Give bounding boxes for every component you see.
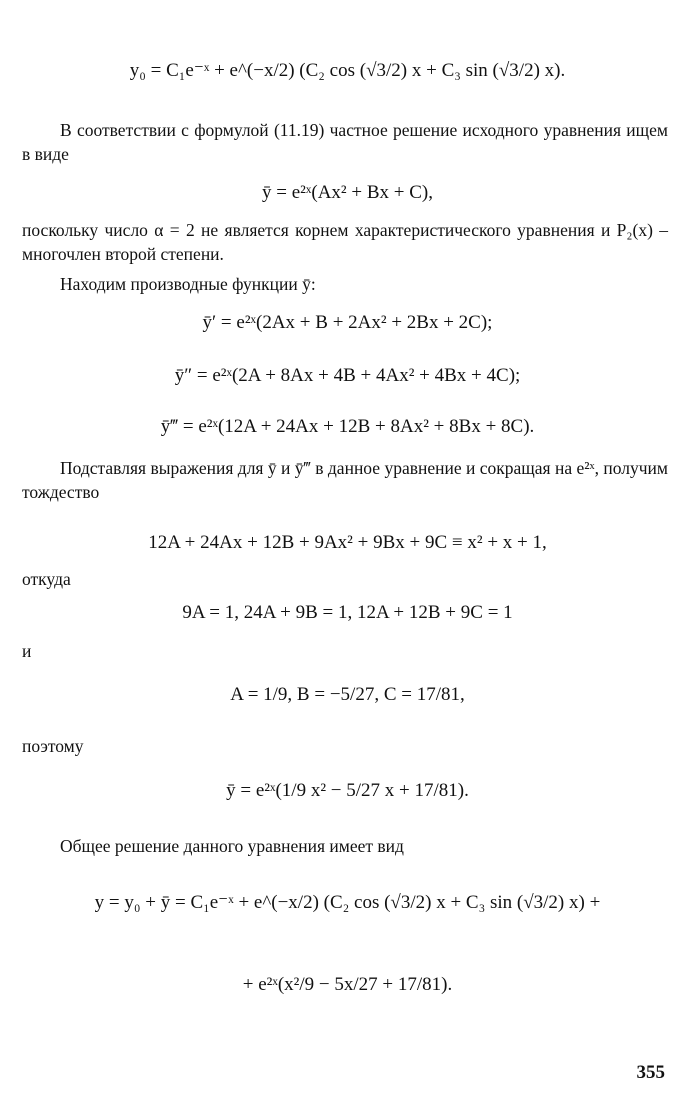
word-otkuda: откуда	[22, 569, 71, 589]
paragraph-derivatives-intro: Находим производные функции ȳ:	[60, 274, 316, 294]
formula-y-bar: ȳ = e²ˣ(Ax² + Bx + C),	[262, 182, 433, 203]
paragraph-general-solution: Общее решение данного уравнения имеет вид	[60, 836, 404, 856]
page-number: 355	[636, 1062, 665, 1083]
paragraph-alpha-note: поскольку число α = 2 не является корнем характеристического уравнения и P₂(x) – многочлен второй степени.	[22, 220, 668, 264]
formula-particular-final: ȳ = e²ˣ(1/9 x² − 5/27 x + 17/81).	[226, 780, 469, 801]
formula-identity: 12A + 24Ax + 12B + 9Ax² + 9Bx + 9C ≡ x² + x + 1,	[148, 532, 547, 553]
formula-first-derivative: ȳ′ = e²ˣ(2Ax + B + 2Ax² + 2Bx + 2C);	[202, 312, 493, 333]
formula-general-solution-line2: + e²ˣ(x²/9 − 5x/27 + 17/81).	[242, 974, 453, 995]
formula-coefficients: A = 1/9, B = −5/27, C = 17/81,	[230, 684, 465, 705]
paragraph-particular-solution: В соответствии с формулой (11.19) частное решение исходного уравнения ищем в виде	[22, 120, 668, 164]
formula-y0: y₀ = C₁e⁻ˣ + e^(−x/2) (C₂ cos (√3/2) x + C₃ sin (√3/2) x).	[129, 60, 566, 81]
formula-third-derivative: ȳ‴ = e²ˣ(12A + 24Ax + 12B + 8Ax² + 8Bx + 8C).	[160, 416, 535, 437]
word-poetomu: поэтому	[22, 736, 84, 756]
formula-general-solution-line1: y = y₀ + ȳ = C₁e⁻ˣ + e^(−x/2) (C₂ cos (√3/2) x + C₃ sin (√3/2) x) +	[94, 892, 601, 913]
formula-system: 9A = 1, 24A + 9B = 1, 12A + 12B + 9C = 1	[182, 602, 513, 623]
formula-second-derivative: ȳ″ = e²ˣ(2A + 8Ax + 4B + 4Ax² + 4Bx + 4C);	[174, 365, 521, 386]
paragraph-substitution: Подставляя выражения для ȳ и ȳ‴ в данное уравнение и сокращая на e²ˣ, получим тождество	[22, 458, 668, 502]
word-i: и	[22, 641, 32, 661]
